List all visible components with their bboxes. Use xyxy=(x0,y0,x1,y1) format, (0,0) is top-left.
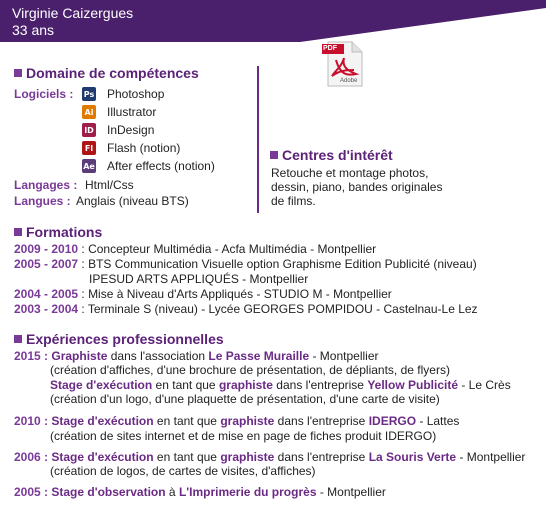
bullet-square-icon xyxy=(14,69,22,77)
header-banner xyxy=(0,0,546,42)
software-item: ID InDesign xyxy=(82,121,154,139)
candidate-age: 33 ans xyxy=(12,22,55,38)
experience-row: 2015 : Graphiste dans l'association Le Passe Muraille - Montpellier xyxy=(14,349,379,363)
column-divider xyxy=(257,66,259,213)
experience-description: (création de logos, de cartes de visites, d'affiches) xyxy=(50,464,316,478)
formation-row: 2009 - 2010 : Concepteur Multimédia - Acfa Multimédia - Montpellier xyxy=(14,242,377,256)
experience-row: 2006 : Stage d'exécution en tant que graphiste dans l'entreprise La Souris Verte - Montpellier xyxy=(14,450,526,464)
bullet-square-icon xyxy=(14,335,22,343)
tongues-value: Anglais (niveau BTS) xyxy=(76,194,189,208)
skills-title: Domaine de compétences xyxy=(14,65,199,81)
pdf-download-icon[interactable] xyxy=(322,40,366,88)
software-item: Ps Photoshop xyxy=(83,87,165,101)
formations-title: Formations xyxy=(14,224,102,240)
formation-row: 2004 - 2005 : Mise à Niveau d'Arts Appliqués - STUDIO M - Montpellier xyxy=(14,287,392,301)
indesign-icon: ID xyxy=(82,123,96,137)
experience-row: 2010 : Stage d'exécution en tant que graphiste dans l'entreprise IDERGO - Lattes xyxy=(14,414,460,428)
flash-icon: Fl xyxy=(82,141,96,155)
experience-description: (création d'affiches, d'une brochure de présentation, de dépliants, de flyers) xyxy=(50,363,450,377)
bullet-square-icon xyxy=(270,151,278,159)
after-effects-icon: Ae xyxy=(82,159,96,173)
illustrator-icon: Ai xyxy=(82,105,96,119)
software-item: Ai Illustrator xyxy=(82,103,156,121)
experience-description: (création de sites internet et de mise en page de fiches produit IDERGO) xyxy=(50,429,437,443)
interests-line: dessin, piano, bandes originales xyxy=(271,180,443,194)
software-item: Ae After effects (notion) xyxy=(83,159,215,173)
photoshop-icon: Ps xyxy=(82,87,96,101)
pdf-badge: PDF xyxy=(323,45,337,52)
software-label: Logiciels : xyxy=(14,87,74,101)
formation-row: 2003 - 2004 : Terminale S (niveau) - Lycée GEORGES POMPIDOU - Castelnau-Le Lez xyxy=(14,302,478,316)
formation-continuation: IPESUD ARTS APPLIQUÉS - Montpellier xyxy=(89,272,309,286)
tongues-label: Langues : xyxy=(14,194,71,208)
candidate-name: Virginie Caizergues xyxy=(12,5,134,21)
experience-row: 2005 : Stage d'observation à L'Imprimerie du progrès - Montpellier xyxy=(14,485,386,499)
experience-description: (création d'un logo, d'une plaquette de présentation, d'une carte de visite) xyxy=(50,392,440,406)
languages-value: Html/Css xyxy=(85,178,134,192)
bullet-square-icon xyxy=(14,228,22,236)
software-item: Fl Flash (notion) xyxy=(82,139,180,157)
experience-row: Stage d'exécution en tant que graphiste dans l'entreprise Yellow Publicité - Le Crès xyxy=(50,378,511,392)
interests-title: Centres d'intérêt xyxy=(270,147,393,163)
formation-row: 2005 - 2007 : BTS Communication Visuelle option Graphisme Edition Publicité (niveau) xyxy=(14,257,477,271)
languages-label: Langages : xyxy=(14,178,78,192)
interests-line: Retouche et montage photos, xyxy=(271,166,429,180)
interests-line: de films. xyxy=(271,194,316,208)
pdf-caption: Adobe xyxy=(340,78,358,84)
experience-title: Expériences professionnelles xyxy=(14,331,224,347)
